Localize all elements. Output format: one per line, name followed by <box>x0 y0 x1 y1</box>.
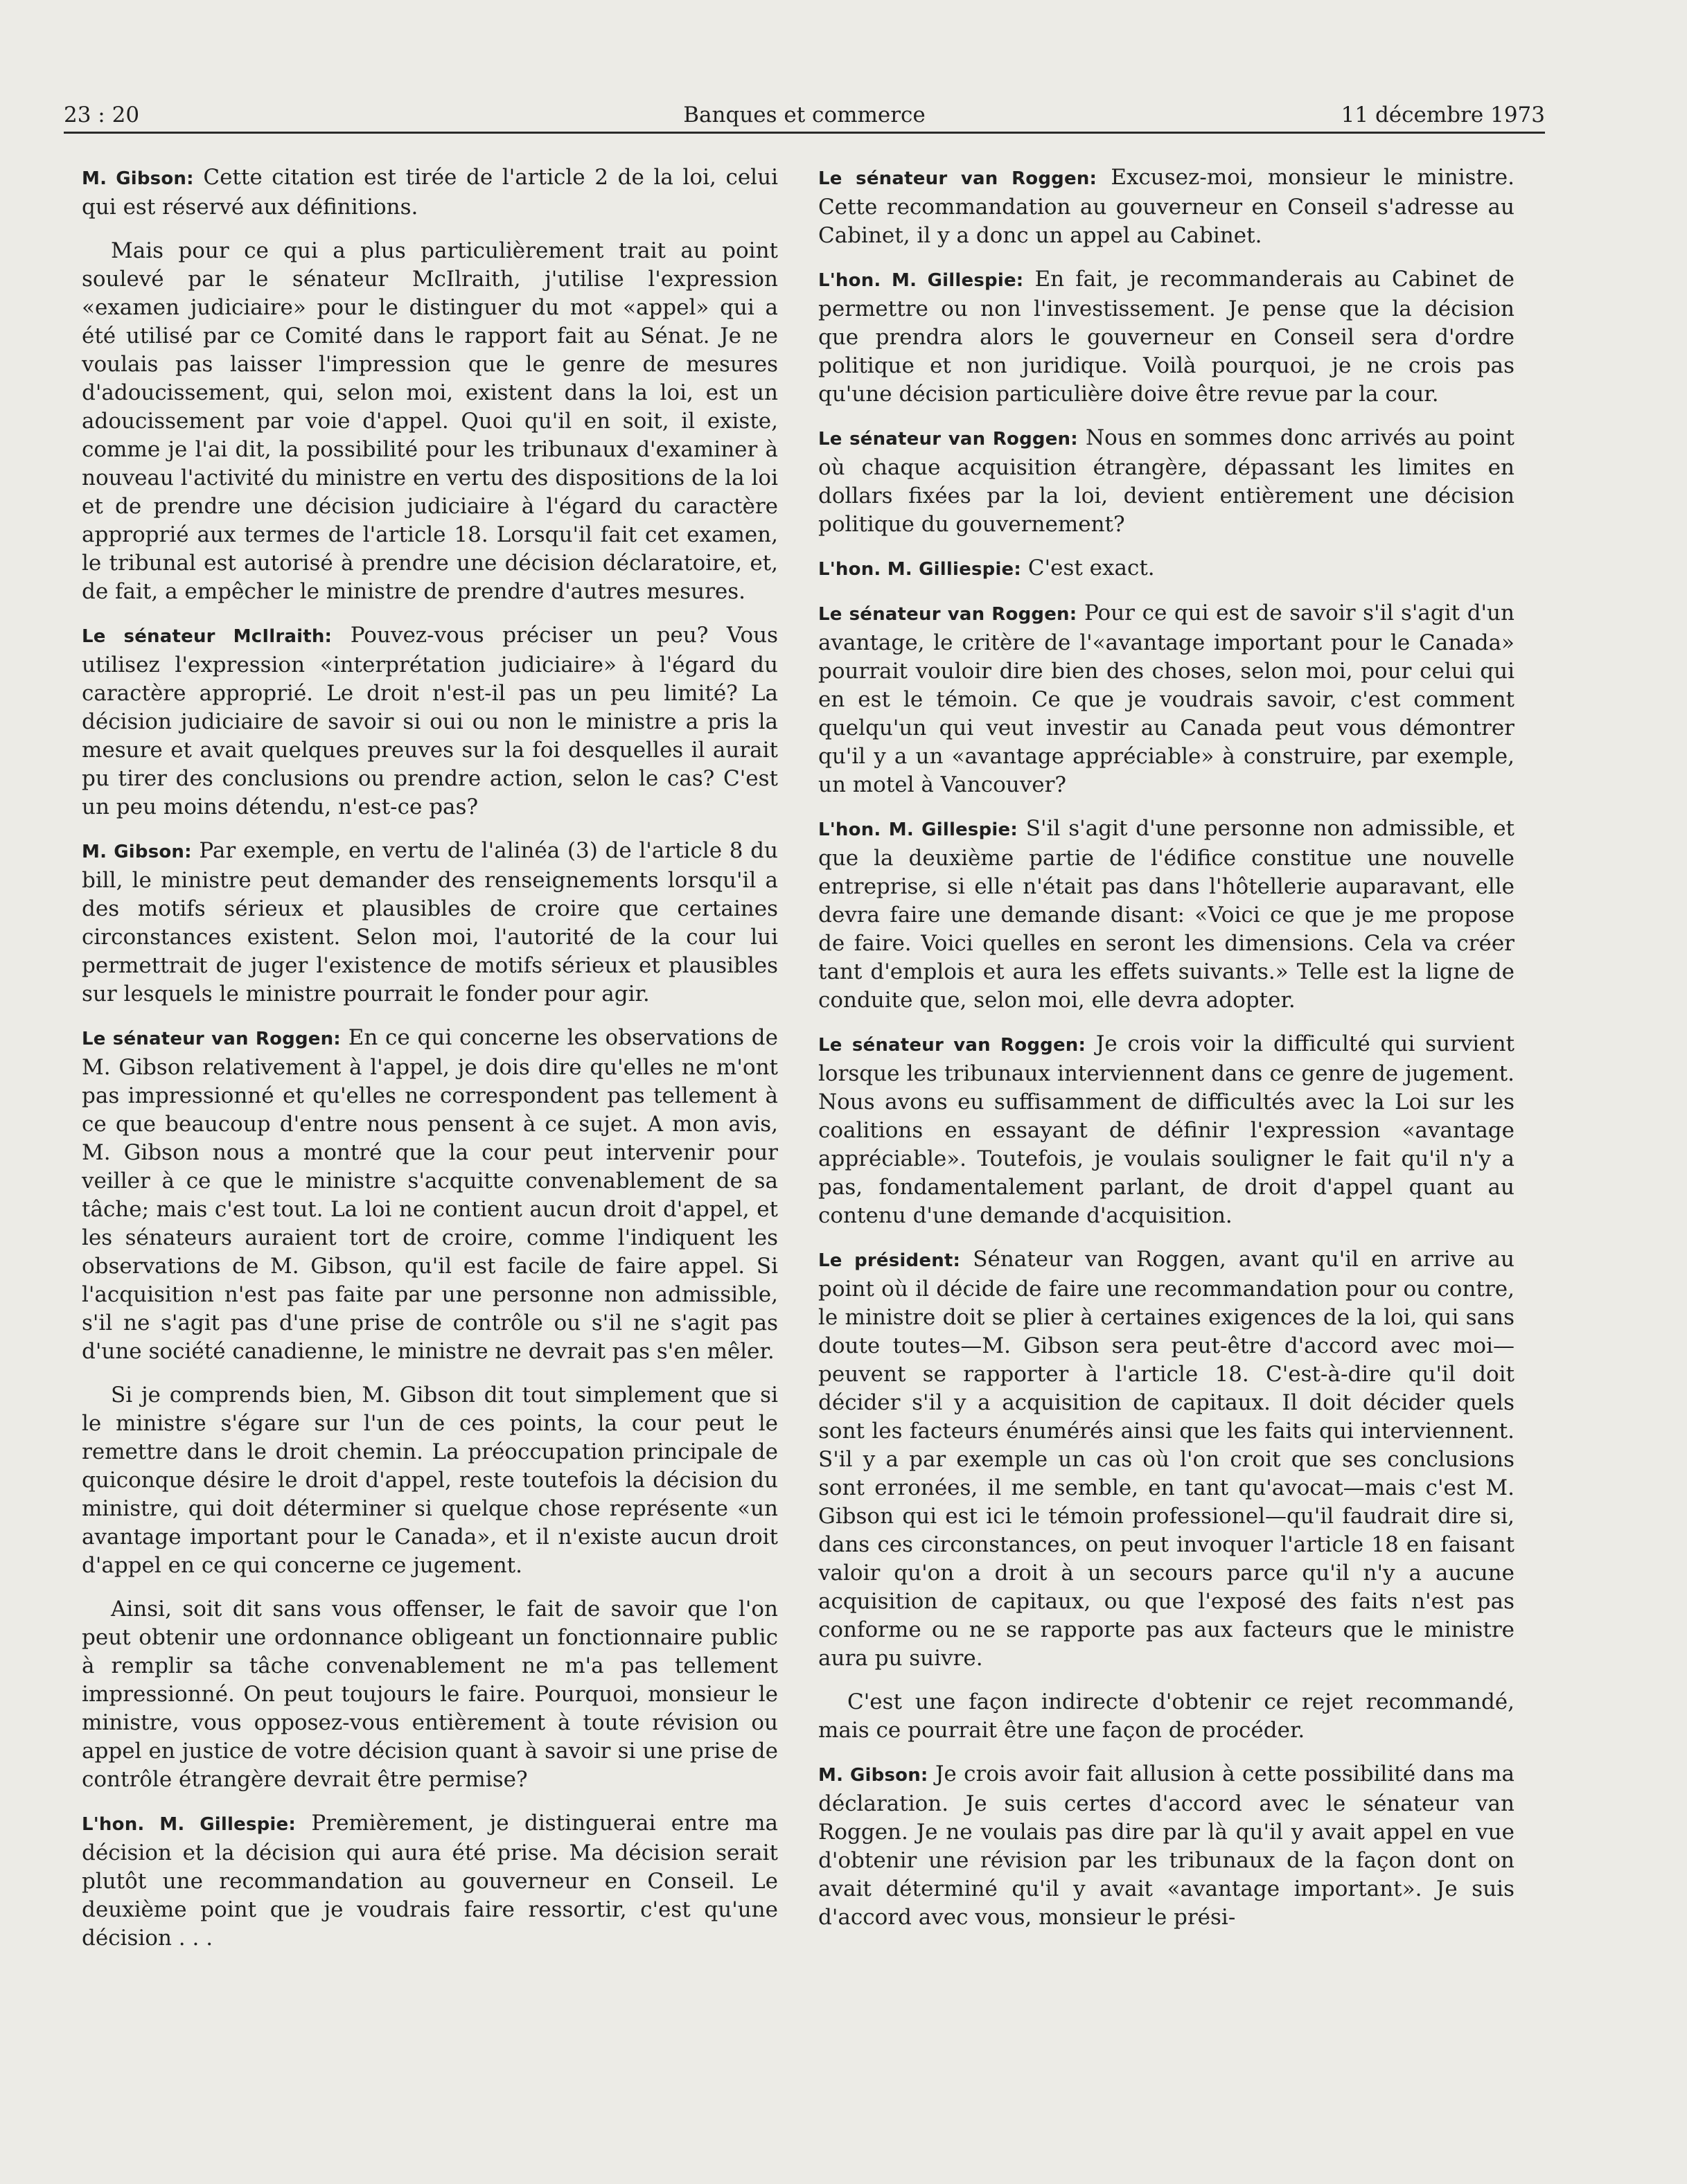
paragraph-text: Nous en sommes donc arrivés au point où chaque acquisition étrangère, dépassant les limites en dollars fixées par la loi, devient entièrement une décision politique du gouvernement? <box>818 425 1515 537</box>
paragraph <box>818 1030 1514 1230</box>
paragraph <box>818 1760 1514 1932</box>
paragraph-text: Je crois voir la difficulté qui survient lorsque les tribunaux interviennent dans ce genre de jugement. Nous avons eu suffisamment de difficultés avec la Loi sur les coalitions en essayant de définir l'expression «avantage appréciable». Toutefois, je voulais souligner le fait qu'il n'y a pas, fondamentalement parlant, de droit d'appel quant au contenu d'une demande d'acquisition. <box>818 1031 1514 1228</box>
paragraph-text: Premièrement, je distinguerai entre ma décision et la décision qui aura été prise. Ma décision serait plutôt une recommandation au gouverneur en Conseil. Le deuxième point que je voudrais faire ressortir, c'est qu'une décision . . . <box>82 1811 778 1951</box>
paragraph-text: Par exemple, en vertu de l'alinéa (3) de l'article 8 du bill, le ministre peut demander des renseignements lorsqu'il a des motifs sérieux et plausibles de croire que certaines circonstances existent. Selon moi, l'autorité de la cour lui permettrait de juger l'existence de motifs sérieux et plausibles sur lesquels le ministre pourrait le fonder pour agir. <box>82 838 778 1006</box>
paragraph-text: C'est exact. <box>1021 556 1155 580</box>
running-header <box>64 101 1545 134</box>
paragraph-text: En ce qui concerne les observations de M. Gibson relativement à l'appel, je dois dire qu'elles ne m'ont pas impressionné et qu'elles ne correspondent pas tellement à ce que beaucoup d'entre nous pensent à ce sujet. A mon avis, M. Gibson nous a montré que la cour peut intervenir pour veiller à ce que le ministre s'acquitte convenablement de sa tâche; mais c'est tout. La loi ne contient aucun droit d'appel, et les sénateurs auraient tort de croire, comme l'indiquent les observations de M. Gibson, qu'il est facile de faire appel. Si l'acquisition n'est pas faite par une personne non admissible, s'il ne s'agit pas d'une prise de contrôle ou s'il ne s'agit pas d'une société canadienne, le ministre ne devrait pas s'en mêler. <box>82 1025 778 1364</box>
paragraph <box>82 237 778 606</box>
paragraph <box>818 815 1514 1015</box>
speaker-name: L'hon. M. Gilliespie: <box>818 559 1021 580</box>
paragraph-text: C'est une façon indirecte d'obtenir ce rejet recommandé, mais ce pourrait être une façon de procéder. <box>818 1689 1514 1743</box>
paragraph <box>818 424 1514 539</box>
paragraph-text: Excusez-moi, monsieur le ministre. Cette recommandation au gouverneur en Conseil s'adresse au Cabinet, il y a donc un appel au Cabinet. <box>818 165 1514 248</box>
paragraph-text: Si je comprends bien, M. Gibson dit tout simplement que si le ministre s'égare sur l'un de ces points, la cour peut le remettre dans le droit chemin. La préoccupation principale de quiconque désire le droit d'appel, reste toutefois la décision du ministre, qui doit déterminer si quelque chose représente «un avantage important pour le Canada», et il n'existe aucun droit d'appel en ce qui concerne ce jugement. <box>82 1383 778 1578</box>
paragraph-text: S'il s'agit d'une personne non admissible, et que la deuxième partie de l'édifice constitue une nouvelle entreprise, si elle n'était pas dans l'hôtellerie auparavant, elle devra faire une demande disant: «Voici ce que je me propose de faire. Voici quelles en seront les dimensions. Cela va créer tant d'emplois et aura les effets suivants.» Telle est la ligne de conduite que, selon moi, elle devra adopter. <box>818 816 1515 1013</box>
paragraph <box>82 1381 778 1580</box>
paragraph <box>818 1245 1514 1673</box>
left-column <box>82 163 778 1968</box>
paragraph-text: Je crois avoir fait allusion à cette possibilité dans ma déclaration. Je suis certes d'accord avec le sénateur van Roggen. Je ne voulais pas dire par là qu'il y avait appel en vue d'obtenir une révision par les tribunaux de la façon dont on avait déterminé qu'il y avait «avantage important». Je suis d'accord avec vous, monsieur le prési- <box>818 1761 1514 1930</box>
paragraph <box>818 163 1514 250</box>
paragraph-text: Ainsi, soit dit sans vous offenser, le fait de savoir que l'on peut obtenir une ordonnance obligeant un fonctionnaire public à remplir sa tâche convenablement ne m'a pas tellement impressionné. On peut toujours le faire. Pourquoi, monsieur le ministre, vous opposez-vous entièrement à toute révision ou appel en justice de votre décision quant à savoir si une prise de contrôle étrangère devrait être permise? <box>82 1597 778 1792</box>
paragraph-text: Mais pour ce qui a plus particulièrement trait au point soulevé par le sénateur McIlraith, j'utilise l'expression «examen judiciaire» pour le distinguer du mot «appel» qui a été utilisé par ce Comité dans le rapport fait au Sénat. Je ne voulais pas laisser l'impression que le genre de mesures d'adoucissement, qui, selon moi, existent dans la loi, est un adoucissement par voie d'appel. Quoi qu'il en soit, il existe, comme je l'ai dit, la possibilité pour les tribunaux d'examiner à nouveau l'activité du ministre en vertu des dispositions de la loi et de prendre une décision judiciaire à l'égard du caractère approprié aux termes de l'article 18. Lorsqu'il fait cet examen, le tribunal est autorisé à prendre une décision déclaratoire, et, de fait, a empêcher le ministre de prendre d'autres mesures. <box>82 238 778 604</box>
speaker-name: M. Gibson: <box>82 842 192 862</box>
paragraph <box>82 163 778 222</box>
paragraph-text: Pouvez-vous préciser un peu? Vous utilisez l'expression «interprétation judiciaire» à l'égard du caractère approprié. Le droit n'est-il pas un peu limité? La décision judiciaire de savoir si oui ou non le ministre a pris la mesure et avait quelques preuves sur la foi desquelles il aurait pu tirer des conclusions ou prendre action, selon le cas? C'est un peu moins détendu, n'est-ce pas? <box>82 623 778 819</box>
paragraph <box>818 554 1514 584</box>
paragraph <box>818 599 1514 799</box>
speaker-name: Le sénateur van Roggen: <box>818 429 1078 450</box>
speaker-name: Le sénateur McIlraith: <box>82 626 333 647</box>
paragraph <box>818 265 1514 409</box>
paragraph-text: Pour ce qui est de savoir s'il s'agit d'un avantage, le critère de l'«avantage important pour le Canada» pourrait vouloir dire bien des choses, selon moi, pour celui qui en est le témoin. Ce que je voudrais savoir, c'est comment quelqu'un qui veut investir au Canada peut vous démontrer qu'il y a un «avantage appréciable» à construire, par exemple, un motel à Vancouver? <box>818 601 1514 797</box>
committee-title: Banques et commerce <box>683 103 926 127</box>
speaker-name: L'hon. M. Gillespie: <box>818 819 1018 840</box>
paragraph <box>818 1688 1514 1745</box>
speaker-name: Le sénateur van Roggen: <box>818 604 1077 625</box>
paragraph <box>82 1024 778 1366</box>
speaker-name: L'hon. M. Gillespie: <box>818 270 1024 291</box>
paragraph <box>82 1595 778 1794</box>
page-number: 23 : 20 <box>64 103 140 127</box>
paragraph-text: Cette citation est tirée de l'article 2 de la loi, celui qui est réservé aux définitions. <box>82 165 778 220</box>
speaker-name: Le président: <box>818 1250 961 1271</box>
paragraph-text: En fait, je recommanderais au Cabinet de permettre ou non l'investissement. Je pense que la décision que prendra alors le gouverneur en Conseil sera d'ordre politique et non juridique. Voilà pourquoi, je ne crois pas qu'une décision particulière doive être revue par la cour. <box>818 267 1514 407</box>
speaker-name: M. Gibson: <box>818 1765 928 1786</box>
speaker-name: L'hon. M. Gillespie: <box>82 1814 296 1835</box>
right-column <box>818 163 1514 1947</box>
paragraph <box>82 837 778 1009</box>
speaker-name: Le sénateur van Roggen: <box>818 1035 1086 1056</box>
speaker-name: Le sénateur van Roggen: <box>82 1029 341 1049</box>
speaker-name: M. Gibson: <box>82 168 194 189</box>
paragraph <box>82 621 778 822</box>
speaker-name: Le sénateur van Roggen: <box>818 168 1097 189</box>
paragraph-text: Sénateur van Roggen, avant qu'il en arrive au point où il décide de faire une recommandation pour ou contre, le ministre doit se plier à certaines exigences de la loi, qui sans doute toutes—M. Gibson sera peut-être d'accord avec moi—peuvent se rapporter à l'article 18. C'est-à-dire qu'il doit décider s'il y a acquisition de capitaux. Il doit décider quels sont les facteurs énumérés ainsi que les faits qui interviennent. S'il y a par exemple un cas où l'on croit que ses conclusions sont erronées, il me semble, en tant qu'avocat—mais c'est M. Gibson qui est ici le témoin professionel—qu'il faudrait dire si, dans ces circonstances, on peut invoquer l'article 18 en faisant valoir qu'on a droit à un secours parce qu'il n'y a aucune acquisition de capitaux, ou que l'exposé des faits n'est pas conforme ou ne se rapporte pas aux facteurs que le ministre aura pu suivre. <box>818 1247 1515 1671</box>
paragraph <box>82 1809 778 1953</box>
header-date: 11 décembre 1973 <box>1341 103 1545 127</box>
